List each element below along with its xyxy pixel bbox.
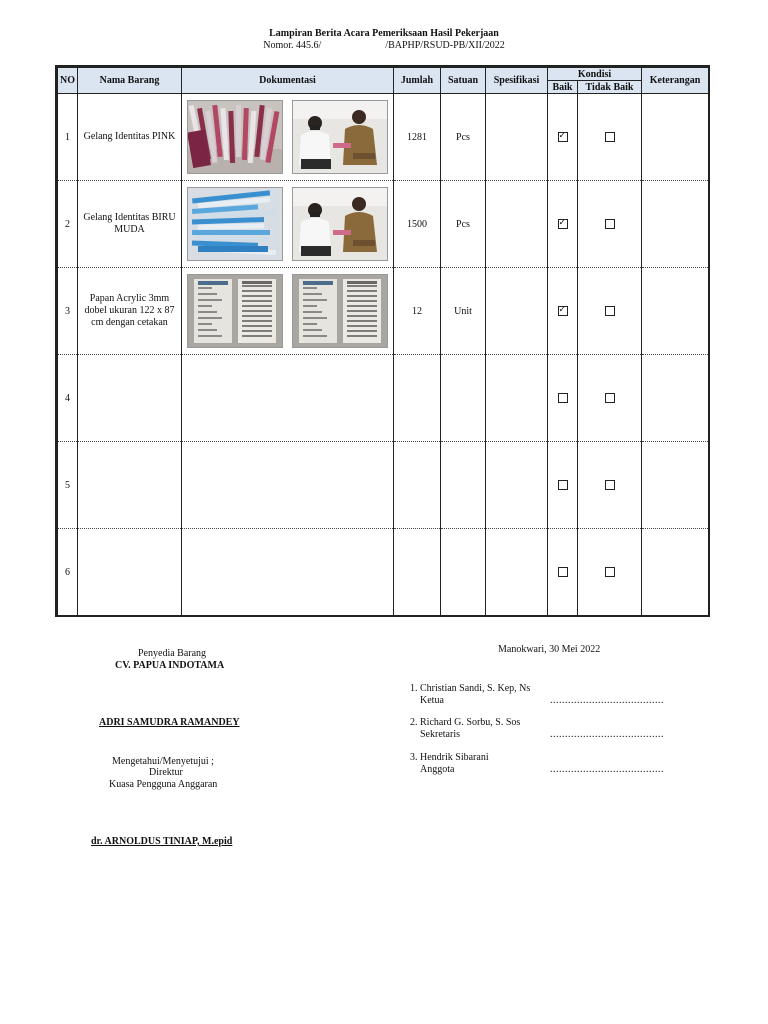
- member-3-signature-line: ......................................: [550, 764, 664, 775]
- row-nama-barang: [78, 442, 182, 529]
- tidak-baik-checkbox[interactable]: [605, 393, 615, 403]
- header-jumlah: Jumlah: [394, 68, 441, 94]
- row-baik-cell: [548, 181, 578, 268]
- row-jumlah: [394, 529, 441, 616]
- table-row: [58, 181, 709, 268]
- row-satuan: Pcs: [441, 94, 486, 181]
- header-keterangan: Keterangan: [642, 68, 709, 94]
- row-spesifikasi: [486, 268, 548, 355]
- checkmark-icon: ✓: [558, 304, 567, 315]
- row-dokumentasi: [182, 529, 394, 616]
- row-tidak-baik-cell: [578, 355, 642, 442]
- row-jumlah: 1500: [394, 181, 441, 268]
- row-spesifikasi: [486, 355, 548, 442]
- row-jumlah: [394, 355, 441, 442]
- tidak-baik-checkbox[interactable]: [605, 219, 615, 229]
- row-satuan: Unit: [441, 268, 486, 355]
- row-tidak-baik-cell: [578, 94, 642, 181]
- member-1-name: 1. Christian Sandi, S. Kep, Ns: [410, 683, 531, 694]
- row-no: 2: [58, 181, 78, 268]
- tidak-baik-checkbox[interactable]: [605, 567, 615, 577]
- table-row: [58, 529, 709, 616]
- row-nama-barang: [78, 529, 182, 616]
- baik-checkbox[interactable]: [558, 132, 568, 142]
- handover-photo: [292, 100, 388, 174]
- row-dokumentasi: [182, 181, 394, 268]
- row-baik-cell: [548, 268, 578, 355]
- document-number-prefix: Nomor. 445.6/: [263, 40, 322, 51]
- checkmark-icon: ✓: [558, 217, 567, 228]
- header-baik: Baik: [548, 81, 578, 94]
- row-keterangan: [642, 355, 709, 442]
- member-3-role: Anggota: [420, 764, 455, 775]
- row-satuan: [441, 529, 486, 616]
- document-number: [0, 40, 768, 51]
- header-tidak-baik: Tidak Baik: [578, 81, 642, 94]
- penyedia-label: Penyedia Barang: [138, 648, 207, 659]
- row-tidak-baik-cell: [578, 268, 642, 355]
- baik-checkbox[interactable]: [558, 567, 568, 577]
- row-tidak-baik-cell: [578, 529, 642, 616]
- row-dokumentasi: [182, 442, 394, 529]
- member-2-signature-line: ......................................: [550, 729, 664, 740]
- blue-bracelets-photo: [187, 187, 283, 261]
- document-title: Lampiran Berita Acara Pemeriksaan Hasil Pekerjaan: [269, 28, 499, 39]
- member-1-signature-line: ......................................: [550, 695, 664, 706]
- inspection-table: [57, 67, 709, 616]
- header-satuan: Satuan: [441, 68, 486, 94]
- kpa-name: dr. ARNOLDUS TINIAP, M.epid: [91, 836, 233, 847]
- row-no: 5: [58, 442, 78, 529]
- row-spesifikasi: [486, 181, 548, 268]
- baik-checkbox[interactable]: [558, 480, 568, 490]
- row-satuan: [441, 355, 486, 442]
- row-baik-cell: [548, 529, 578, 616]
- row-no: 3: [58, 268, 78, 355]
- member-2-role: Sekretaris: [420, 729, 460, 740]
- row-keterangan: [642, 529, 709, 616]
- mengetahui-label: Mengetahui/Menyetujui ;: [112, 756, 214, 767]
- row-jumlah: [394, 442, 441, 529]
- baik-checkbox[interactable]: [558, 219, 568, 229]
- row-baik-cell: [548, 94, 578, 181]
- table-row: [58, 442, 709, 529]
- baik-checkbox[interactable]: [558, 306, 568, 316]
- member-2-name: 2. Richard G. Sorbu, S. Sos: [410, 717, 521, 728]
- row-tidak-baik-cell: [578, 442, 642, 529]
- row-nama-barang: [78, 355, 182, 442]
- member-3-name: 3. Hendrik Sibarani: [410, 752, 489, 763]
- row-nama-barang: Gelang Identitas PINK: [78, 94, 182, 181]
- row-baik-cell: [548, 442, 578, 529]
- row-nama-barang: Papan Acrylic 3mm dobel ukuran 122 x 87 cm dengan cetakan: [78, 268, 182, 355]
- row-satuan: [441, 442, 486, 529]
- baik-checkbox[interactable]: [558, 393, 568, 403]
- handover-photo: [292, 187, 388, 261]
- row-keterangan: [642, 442, 709, 529]
- kpa-label: Kuasa Pengguna Anggaran: [109, 779, 218, 790]
- row-no: 1: [58, 94, 78, 181]
- penyedia-name: ADRI SAMUDRA RAMANDEY: [99, 717, 240, 728]
- row-nama-barang: Gelang Identitas BIRU MUDA: [78, 181, 182, 268]
- row-jumlah: 1281: [394, 94, 441, 181]
- row-baik-cell: [548, 355, 578, 442]
- row-keterangan: [642, 268, 709, 355]
- row-dokumentasi: [182, 355, 394, 442]
- header-kondisi: Kondisi: [548, 68, 642, 81]
- row-tidak-baik-cell: [578, 181, 642, 268]
- header-nama: Nama Barang: [78, 68, 182, 94]
- table-row: [58, 94, 709, 181]
- row-dokumentasi: [182, 94, 394, 181]
- header-dokumentasi: Dokumentasi: [182, 68, 394, 94]
- row-dokumentasi: [182, 268, 394, 355]
- row-satuan: Pcs: [441, 181, 486, 268]
- pink-bracelets-photo: [187, 100, 283, 174]
- tidak-baik-checkbox[interactable]: [605, 306, 615, 316]
- row-keterangan: [642, 181, 709, 268]
- document-number-suffix: /BAPHP/RSUD-PB/XII/2022: [385, 40, 505, 51]
- row-jumlah: 12: [394, 268, 441, 355]
- row-keterangan: [642, 94, 709, 181]
- row-spesifikasi: [486, 94, 548, 181]
- header-no: NO: [58, 68, 78, 94]
- table-row: [58, 268, 709, 355]
- acrylic-board-photo: [187, 274, 283, 348]
- row-no: 4: [58, 355, 78, 442]
- tidak-baik-checkbox[interactable]: [605, 132, 615, 142]
- row-spesifikasi: [486, 442, 548, 529]
- member-1-role: Ketua: [420, 695, 444, 706]
- row-no: 6: [58, 529, 78, 616]
- direktur-label: Direktur: [149, 767, 183, 778]
- penyedia-company: CV. PAPUA INDOTAMA: [115, 660, 225, 671]
- row-spesifikasi: [486, 529, 548, 616]
- checkmark-icon: ✓: [558, 130, 567, 141]
- place-date: Manokwari, 30 Mei 2022: [498, 644, 601, 655]
- table-row: [58, 355, 709, 442]
- header-spesifikasi: Spesifikasi: [486, 68, 548, 94]
- acrylic-board-photo: [292, 274, 388, 348]
- tidak-baik-checkbox[interactable]: [605, 480, 615, 490]
